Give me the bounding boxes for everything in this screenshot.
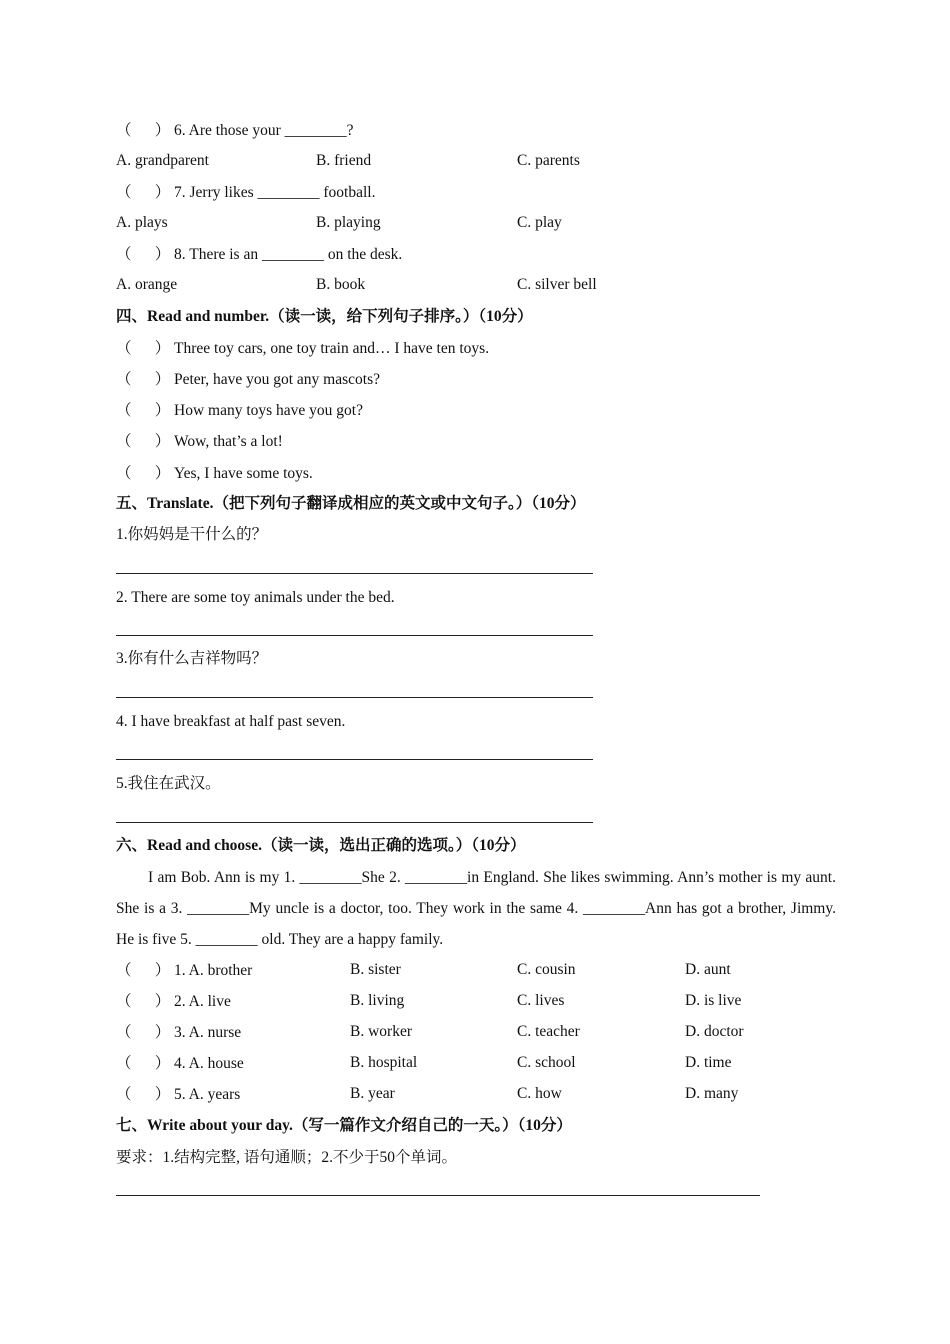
choice-row: （ ） 1. A. brother	[116, 962, 253, 979]
writing-answer-line[interactable]	[116, 1195, 760, 1196]
choice-row: （ ） 3. A. nurse	[116, 1024, 242, 1041]
option-b: B. worker	[350, 1023, 412, 1040]
answer-blank[interactable]: （ ）	[116, 122, 171, 139]
translate-item: 2. There are some toy animals under the bed.	[116, 589, 395, 606]
option-d: D. is live	[685, 992, 742, 1009]
translate-item: 3.你有什么吉祥物吗？	[116, 650, 268, 667]
section-6-title: 六、Read and choose.（读一读，选出正确的选项。）（10分）	[116, 837, 526, 854]
option-c: C. teacher	[517, 1023, 580, 1040]
question-7: （ ） 7. Jerry likes ________ football.	[116, 184, 376, 201]
option-c: C. how	[517, 1085, 562, 1102]
reading-passage: I am Bob. Ann is my 1. ________She 2. ________in England. She likes swimming. Ann’s mother is my aunt. She is a 3. ________My uncle is a doctor, too. They work in the same 4. ________Ann has got a brother, Jimmy. He is five 5. ________ old. They are a happy family.	[116, 869, 836, 948]
translate-item: 5.我住在武汉。	[116, 775, 221, 792]
answer-line[interactable]	[116, 635, 593, 636]
answer-blank[interactable]: （ ）	[116, 184, 171, 201]
order-item: （ ） Yes, I have some toys.	[116, 465, 313, 482]
option-b: B. playing	[316, 214, 381, 231]
answer-blank[interactable]: （ ）	[116, 246, 171, 263]
option-c: C. parents	[517, 152, 580, 169]
option-a: A. orange	[116, 276, 178, 293]
writing-requirements: 要求：1.结构完整, 语句通顺；2.不少于50个单词。	[116, 1149, 458, 1166]
answer-blank[interactable]: （ ）	[116, 993, 171, 1010]
translate-item: 4. I have breakfast at half past seven.	[116, 713, 346, 730]
answer-blank[interactable]: （ ）	[116, 340, 171, 357]
option-d: D. many	[685, 1085, 739, 1102]
choice-row: （ ） 4. A. house	[116, 1055, 244, 1072]
option-b: B. sister	[350, 961, 401, 978]
choice-row: （ ） 2. A. live	[116, 993, 231, 1010]
answer-blank[interactable]: （ ）	[116, 1024, 171, 1041]
order-item: （ ） Wow, that’s a lot!	[116, 433, 283, 450]
answer-blank[interactable]: （ ）	[116, 962, 171, 979]
option-b: B. friend	[316, 152, 372, 169]
option-c: C. silver bell	[517, 276, 597, 293]
section-7-title: 七、Write about your day.（写一篇作文介绍自己的一天。）（10分）	[116, 1117, 572, 1134]
order-item: （ ） Peter, have you got any mascots?	[116, 371, 380, 388]
question-6: （ ） 6. Are those your ________?	[116, 122, 354, 139]
section-5-title: 五、Translate.（把下列句子翻译成相应的英文或中文句子。）（10分）	[116, 495, 586, 512]
answer-blank[interactable]: （ ）	[116, 465, 171, 482]
answer-blank[interactable]: （ ）	[116, 402, 171, 419]
option-b: B. living	[350, 992, 405, 1009]
option-b: B. book	[316, 276, 366, 293]
option-c: C. play	[517, 214, 562, 231]
option-d: D. time	[685, 1054, 732, 1071]
option-c: C. cousin	[517, 961, 576, 978]
answer-blank[interactable]: （ ）	[116, 1055, 171, 1072]
option-d: D. doctor	[685, 1023, 744, 1040]
answer-line[interactable]	[116, 573, 593, 574]
option-a: A. grandparent	[116, 152, 209, 169]
answer-blank[interactable]: （ ）	[116, 371, 171, 388]
question-8: （ ） 8. There is an ________ on the desk.	[116, 246, 403, 263]
option-c: C. lives	[517, 992, 565, 1009]
answer-line[interactable]	[116, 759, 593, 760]
answer-blank[interactable]: （ ）	[116, 1086, 171, 1103]
answer-line[interactable]	[116, 697, 593, 698]
option-b: B. hospital	[350, 1054, 418, 1071]
option-c: C. school	[517, 1054, 576, 1071]
option-a: A. plays	[116, 214, 168, 231]
option-b: B. year	[350, 1085, 395, 1102]
order-item: （ ） How many toys have you got?	[116, 402, 363, 419]
answer-blank[interactable]: （ ）	[116, 433, 171, 450]
order-item: （ ） Three toy cars, one toy train and… I have ten toys.	[116, 340, 490, 357]
answer-line[interactable]	[116, 822, 593, 823]
option-d: D. aunt	[685, 961, 731, 978]
choice-row: （ ） 5. A. years	[116, 1086, 241, 1103]
translate-item: 1.你妈妈是干什么的？	[116, 526, 268, 543]
section-4-title: 四、Read and number.（读一读，给下列句子排序。）（10分）	[116, 308, 533, 325]
